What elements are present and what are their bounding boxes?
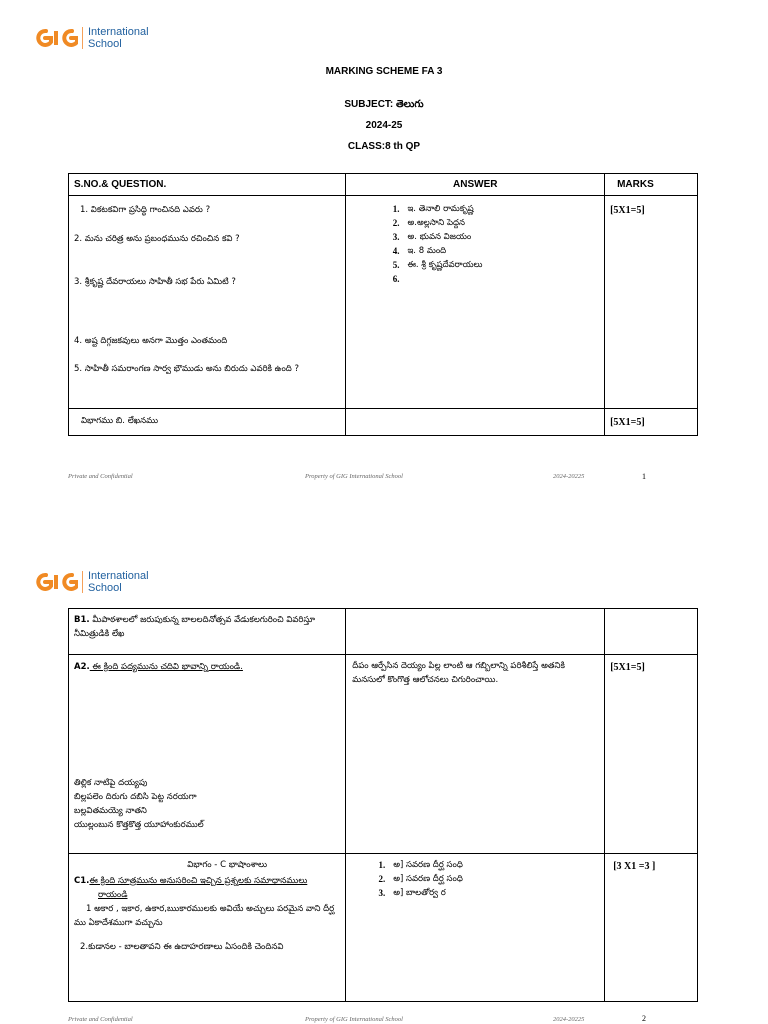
footer-left: Private and Confidential — [68, 1016, 133, 1023]
page-title: MARKING SCHEME FA 3 — [325, 66, 443, 77]
logo-text-line1: International — [88, 570, 149, 582]
a2-answer-cell — [346, 655, 605, 854]
footer-right: 2024-20225 — [553, 1016, 585, 1023]
question-2: 2. మను చరిత్ర అను ప్రబంధమును రచించిన కవి ? — [74, 234, 240, 244]
b1-question: B1. మీపాఠశాలలో జరుపుకున్న బాలలదినోత్సవ వేడుకలగురించి వివరిస్తూ నీమిత్రుడికి లేఖ — [74, 615, 316, 639]
marks-cell: [3 X1 =3 ] — [605, 854, 698, 1002]
logo-text — [88, 26, 149, 50]
list-item: 2. అ] సవరణ దీర్ఘ సంధి — [378, 874, 463, 884]
page-number: 1 — [642, 472, 646, 481]
logo-text-line2: School — [88, 38, 122, 50]
logo-text-line2: School — [88, 582, 122, 594]
list-item: 4. ఇ. 8 మంది — [392, 246, 447, 256]
answers-cell — [346, 196, 605, 409]
c1-rule: 1 అకార , ఇకార, ఉకార,ఋకారములకు అవియే అచ్చులు పరమైన వాని దీర్ఘ ము ఏకాదేశముగా వచ్చును — [74, 904, 335, 928]
questions-cell — [69, 196, 346, 409]
list-item: 2. అ.అల్లసాని పెద్దన — [392, 218, 465, 228]
poem-line: బిల్లపలెం దిరుగు దబిసి పెట్ట నరయగా — [74, 792, 197, 802]
footer-right: 2024-20225 — [553, 473, 585, 480]
list-item: 1. ఇ. తెనాలి రామకృష్ణ — [392, 204, 474, 214]
c1-cell — [69, 854, 346, 1002]
poem-line: యుల్లంబున కొత్తకొత్త యూహాంకురముల్ — [74, 820, 204, 830]
poem-line: తిల్లిక నాటిపై దయ్యపు — [74, 778, 148, 788]
table-row — [69, 609, 698, 655]
section-c-heading: విభాగం - C భాషాంశాలు — [187, 860, 268, 870]
section-b-heading: విభాగము బి. లేఖనము — [69, 409, 346, 436]
list-item: 1. అ] సవరణ దీర్ఘ సంధి — [378, 860, 463, 870]
marking-table-1 — [68, 173, 698, 436]
year-line: 2024-25 — [365, 120, 403, 131]
list-item: 6. — [392, 274, 400, 284]
c-answers-list — [351, 858, 599, 900]
marks-cell: [5X1=5] — [605, 655, 698, 854]
footer-center: Property of GIG International School — [305, 473, 403, 480]
school-logo — [34, 568, 149, 596]
marking-table-2 — [68, 608, 698, 1002]
header-marks: MARKS — [605, 174, 698, 196]
footer-left: Private and Confidential — [68, 473, 133, 480]
gig-logo-mark — [34, 27, 78, 49]
table-row — [69, 196, 698, 409]
page-number: 2 — [642, 1014, 646, 1023]
header-answer: ANSWER — [346, 174, 605, 196]
header-question: S.NO.& QUESTION. — [69, 174, 346, 196]
question-3: 3. శ్రీకృష్ణ దేవరాయలు సాహితీ సభ పేరు ఏమిటి ? — [74, 277, 236, 287]
marks-cell: [5X1=5] — [605, 409, 698, 436]
a2-answer: దీపం ఆర్పేసిన దెయ్యం పిల్ల లాంటి ఆ గబ్బిలాన్ని పరిశీలిస్తే అతనికి మనసులో కొంగొత్త ఆలోచనలు చిగురించాయి. — [352, 661, 565, 685]
poem — [74, 776, 204, 832]
c-answers-cell — [346, 854, 605, 1002]
school-logo — [34, 24, 149, 52]
c1-raayandi: రాయండి — [98, 890, 128, 900]
poem-line: బల్లవితమయ్యె నాతని — [74, 806, 147, 816]
table-row — [69, 655, 698, 854]
logo-text-line1: International — [88, 26, 149, 38]
list-item: 3. అ. భువన విజయం — [392, 232, 472, 242]
subject-line: SUBJECT: తెలుగు — [344, 99, 424, 110]
answers-list — [351, 202, 599, 286]
table-header-row — [69, 174, 698, 196]
list-item: 3. అ] బాలతోర్వ ర — [378, 888, 446, 898]
table-row — [69, 409, 698, 436]
gig-logo-mark — [34, 571, 78, 593]
question-1: 1. వికటకవిగా ప్రసిద్ధి గాంచినది ఎవరు ? — [80, 205, 211, 215]
c2-question: 2.కుడానల - బాలతావని ఈ ఉదాహరణాలు ఏసందికి చెందినవి — [80, 942, 284, 952]
question-4: 4. అష్ట దిగ్గజకవులు అనగా మొత్తం ఎంతమంది — [74, 336, 228, 346]
footer-center: Property of GIG International School — [305, 1016, 403, 1023]
a2-question: A2. ఈ క్రింది పద్యమును చదివి భావాన్ని రాయండి. — [74, 662, 243, 672]
list-item: 5. ఈ. శ్రీ కృష్ణదేవరాయలు — [392, 260, 483, 270]
marks-cell: [5X1=5] — [605, 196, 698, 409]
logo-text — [88, 570, 149, 594]
class-line: CLASS:8 th QP — [347, 141, 421, 152]
a2-cell — [69, 655, 346, 854]
c1-question: C1.ఈ క్రింది సూత్రమును అనుసరించి ఇచ్చిన ప్రశ్నలకు సమాధానములు — [74, 876, 308, 886]
question-5: 5. సాహితీ సమరాంగణ సార్వ భౌముడు అను బిరుదు ఎవరికి ఉంది ? — [74, 364, 299, 374]
table-row — [69, 854, 698, 1002]
b1-cell — [69, 609, 346, 655]
